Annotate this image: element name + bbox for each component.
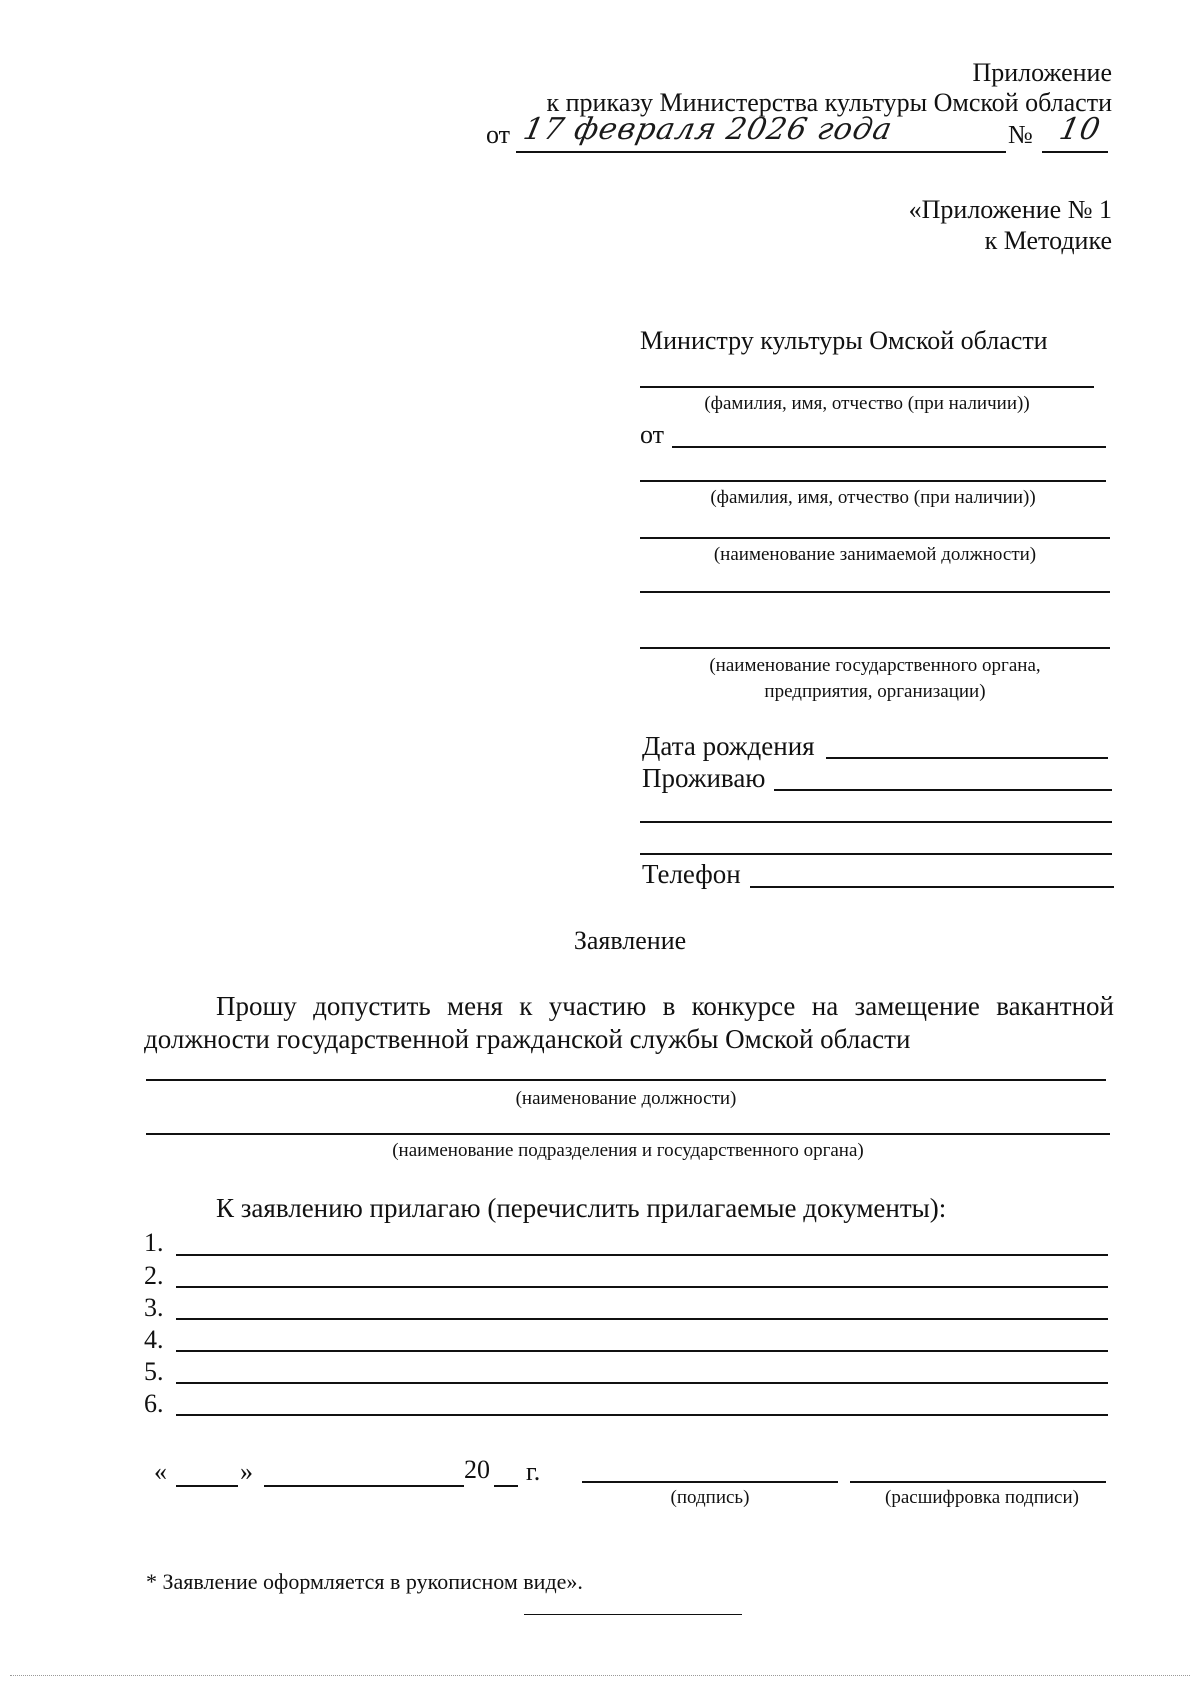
attachment-line — [176, 1254, 1108, 1256]
date-year-line — [494, 1485, 518, 1487]
date-open-quote: « — [154, 1457, 167, 1486]
applicant-name-line-1 — [672, 446, 1106, 448]
caption-decoding: (расшифровка подписи) — [885, 1487, 1079, 1508]
attachment-number: 4. — [144, 1325, 164, 1354]
caption-applicant-name: (фамилия, имя, отчество (при наличии)) — [710, 487, 1036, 508]
statement-title: Заявление — [573, 926, 687, 955]
organization-line — [640, 647, 1110, 649]
attachment-line — [176, 1382, 1108, 1384]
residence-line-3 — [640, 853, 1112, 855]
position-name-line — [146, 1079, 1106, 1081]
footnote: * Заявление оформляется в рукописном виде». — [146, 1569, 583, 1594]
addressee-to: Министру культуры Омской области — [640, 326, 1048, 355]
date-year-suffix: г. — [526, 1457, 541, 1486]
caption-organization-line2: предприятия, организации) — [764, 681, 986, 702]
annex-title: Приложение — [972, 58, 1112, 87]
order-date-handwritten-text: 17 февраля 2026 года — [520, 112, 896, 147]
residence-line-1 — [774, 789, 1112, 791]
order-from-label: от — [486, 120, 511, 149]
attachment-number: 1. — [144, 1228, 164, 1257]
caption-organization-line1: (наименование государственного органа, — [709, 655, 1041, 676]
caption-department: (наименование подразделения и государственного органа) — [392, 1140, 864, 1161]
phone-label: Телефон — [642, 859, 741, 889]
birth-date-line — [826, 757, 1108, 759]
annex-to-order: к приказу Министерства культуры Омской области — [546, 88, 1112, 117]
position-line — [640, 537, 1110, 539]
residence-label: Проживаю — [642, 763, 766, 793]
signature-decoding-line — [850, 1481, 1106, 1483]
order-number-label: № — [1008, 120, 1033, 149]
footnote-separator — [524, 1614, 742, 1615]
attachment-line — [176, 1286, 1108, 1288]
attachment-line — [176, 1350, 1108, 1352]
caption-minister-name: (фамилия, имя, отчество (при наличии)) — [704, 393, 1030, 414]
scan-edge-artifact — [10, 1675, 1190, 1676]
attachment-line — [176, 1318, 1108, 1320]
attachment-line — [176, 1414, 1108, 1416]
methodology-annex-line1: «Приложение № 1 — [908, 195, 1112, 224]
methodology-annex-line2: к Методике — [984, 226, 1112, 255]
attachment-number: 6. — [144, 1389, 164, 1418]
order-date-line — [516, 151, 1006, 153]
signature-line — [582, 1481, 838, 1483]
attachments-intro: К заявлению прилагаю (перечислить прилагаемые документы): — [216, 1193, 947, 1223]
attachment-number: 2. — [144, 1261, 164, 1290]
order-date-handwritten — [520, 112, 1017, 147]
applicant-name-line-2 — [640, 480, 1106, 482]
phone-line — [750, 886, 1114, 888]
minister-name-line — [640, 386, 1094, 388]
statement-body-line2: должности государственной гражданской службы Омской области — [144, 1024, 911, 1054]
extra-line — [640, 591, 1110, 593]
caption-signature: (подпись) — [670, 1487, 750, 1508]
date-close-quote: » — [240, 1457, 253, 1486]
date-month-line — [264, 1485, 464, 1487]
date-day-line — [176, 1485, 238, 1487]
caption-position: (наименование занимаемой должности) — [713, 544, 1037, 565]
residence-line-2 — [640, 821, 1112, 823]
date-year: 20 — [464, 1455, 490, 1484]
applicant-from-label: от — [640, 420, 665, 449]
department-line — [146, 1133, 1110, 1135]
caption-position-name: (наименование должности) — [515, 1088, 737, 1109]
statement-body-line1: Прошу допустить меня к участию в конкурсе на замещение вакантной — [216, 991, 1114, 1021]
order-number-handwritten: 10 — [1056, 112, 1104, 147]
attachment-number: 5. — [144, 1357, 164, 1386]
attachment-number: 3. — [144, 1293, 164, 1322]
birth-date-label: Дата рождения — [642, 731, 815, 761]
order-number-line — [1042, 151, 1108, 153]
